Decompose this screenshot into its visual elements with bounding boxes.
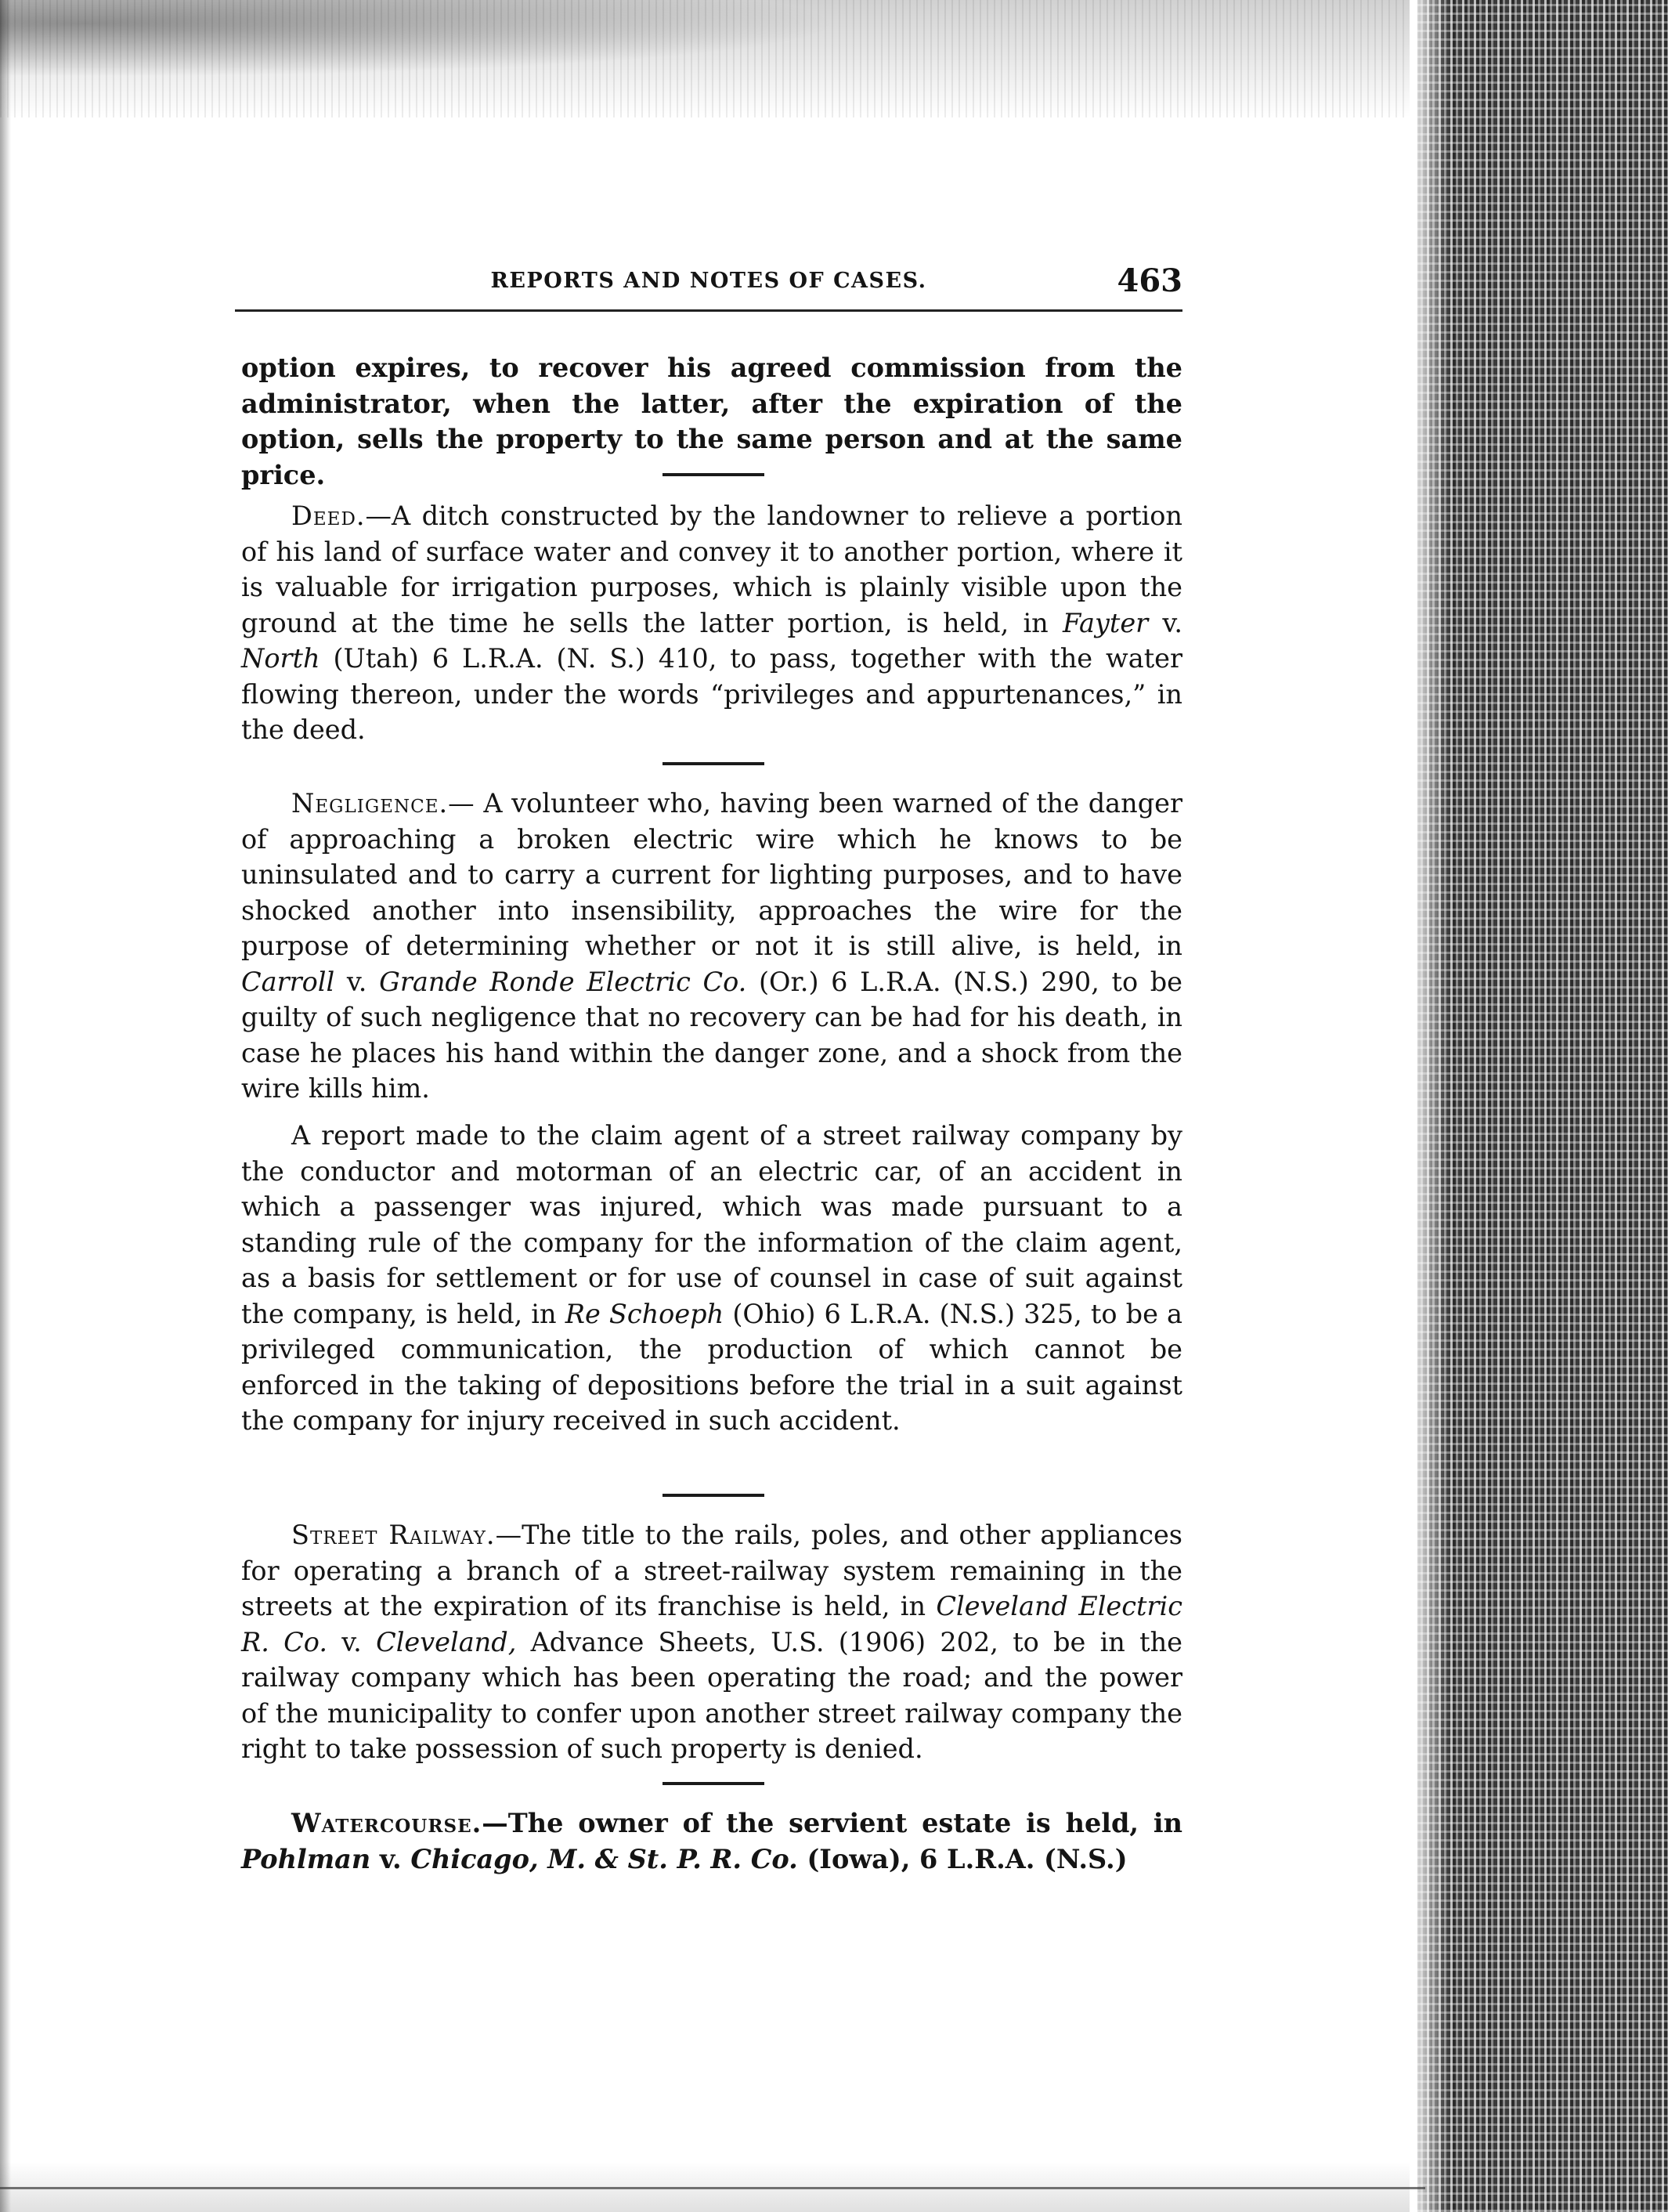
paragraph-text: — A volunteer who, having been warned of the danger of approaching a broken electric wire which he knows to be uninsulated and to carry a current for lighting purposes, and to have shocked another into insensibility, approaches the wire for the purpose of determining whether or not it is still alive, is held, in: [241, 788, 1182, 961]
case-name: Grande Ronde Electric Co.: [379, 966, 747, 997]
paragraph-text: —The owner of the servient estate is held, in: [482, 1808, 1182, 1838]
paragraph-watercourse: [241, 1805, 1182, 1877]
running-head: [235, 262, 1182, 302]
paragraph-continuation: option expires, to recover his agreed commission from the administrator, when the latter, after the expiration of the option, sells the property to the same person and at the same price.: [241, 352, 1182, 490]
paragraph-text: (Iowa), 6 L.R.A. (N.S.): [797, 1843, 1128, 1874]
case-name: Chicago, M. & St. P. R. Co.: [410, 1843, 798, 1874]
section-separator: [663, 473, 764, 476]
paragraph-text: A report made to the claim agent of a street railway company by the conductor and motorman of an electric car, of an accident in which a passenger was injured, which was made pursuant to a standing rule of the company for the information of the claim agent, as a basis for settlement or for use of counsel in case of suit against the company, is held, in: [241, 1120, 1182, 1329]
paragraph-text: —A ditch constructed by the landowner to relieve a portion of his land of surface water and convey it to another portion, where it is valuable for irrigation purposes, which is plainly visible upon the ground at the time he sells the latter portion, is held, in: [241, 501, 1182, 638]
paragraph-report: [241, 1118, 1182, 1439]
paragraph-text: Advance Sheets, U.S. (1906) 202, to be in the railway company which has been operating the road; and the power of the municipality to confer upon another street railway company the right to take possession of such property is denied.: [241, 1626, 1182, 1764]
running-head-title: REPORTS AND NOTES OF CASES.: [490, 269, 927, 293]
case-name: Pohlman: [241, 1843, 371, 1874]
case-name: Cleveland Electric R. Co.: [241, 1591, 1182, 1657]
paragraph-text: (Ohio) 6 L.R.A. (N.S.) 325, to be a privileged communication, the production of which cannot be enforced in the taking of depositions before the trial in a suit against the company for injury received in such accident.: [241, 1298, 1183, 1436]
case-name: Carroll: [241, 966, 335, 997]
scan-shadow-left: [0, 0, 11, 2212]
case-name: North: [241, 643, 320, 674]
scan-edge-line: [0, 2187, 1425, 2189]
paragraph-text: v.: [327, 1626, 377, 1657]
section-heading-deed: Deed.: [291, 501, 366, 531]
scan-noise-top: [0, 0, 1410, 117]
header-rule: [235, 309, 1182, 312]
page-number: 463: [1117, 262, 1182, 299]
paragraph-text: (Or.) 6 L.R.A. (N.S.) 290, to be guilty of such negligence that no recovery can be had for his death, in case he places his hand within the danger zone, and a shock from the wire kills him.: [241, 966, 1183, 1104]
paragraph-negligence: [241, 786, 1182, 1107]
section-separator: [663, 1782, 764, 1785]
paragraph-text: v.: [1148, 607, 1183, 638]
section-heading-watercourse: Watercourse.: [291, 1808, 482, 1838]
paragraph-text: —The title to the rails, poles, and other appliances for operating a branch of a street-railway system remaining in the streets at the expiration of its franchise is held, in: [241, 1520, 1183, 1621]
case-name: Cleveland,: [376, 1626, 517, 1657]
paragraph-text: v.: [370, 1843, 411, 1874]
book-edge-right: [1417, 0, 1668, 2212]
paragraph-text: v.: [334, 966, 380, 997]
section-separator: [663, 762, 764, 765]
paragraph-text: (Utah) 6 L.R.A. (N. S.) 410, to pass, together with the water flowing thereon, under the words “privileges and appurtenances,” in the deed.: [241, 643, 1182, 745]
paragraph-deed: [241, 498, 1182, 748]
case-name: Re Schoeph: [565, 1298, 724, 1329]
case-name: Fayter: [1063, 607, 1149, 638]
section-heading-street-railway: Street Railway.: [291, 1520, 496, 1550]
section-separator: [663, 1494, 764, 1497]
section-heading-negligence: Negligence.: [291, 788, 449, 819]
paragraph-street-railway: [241, 1517, 1182, 1767]
